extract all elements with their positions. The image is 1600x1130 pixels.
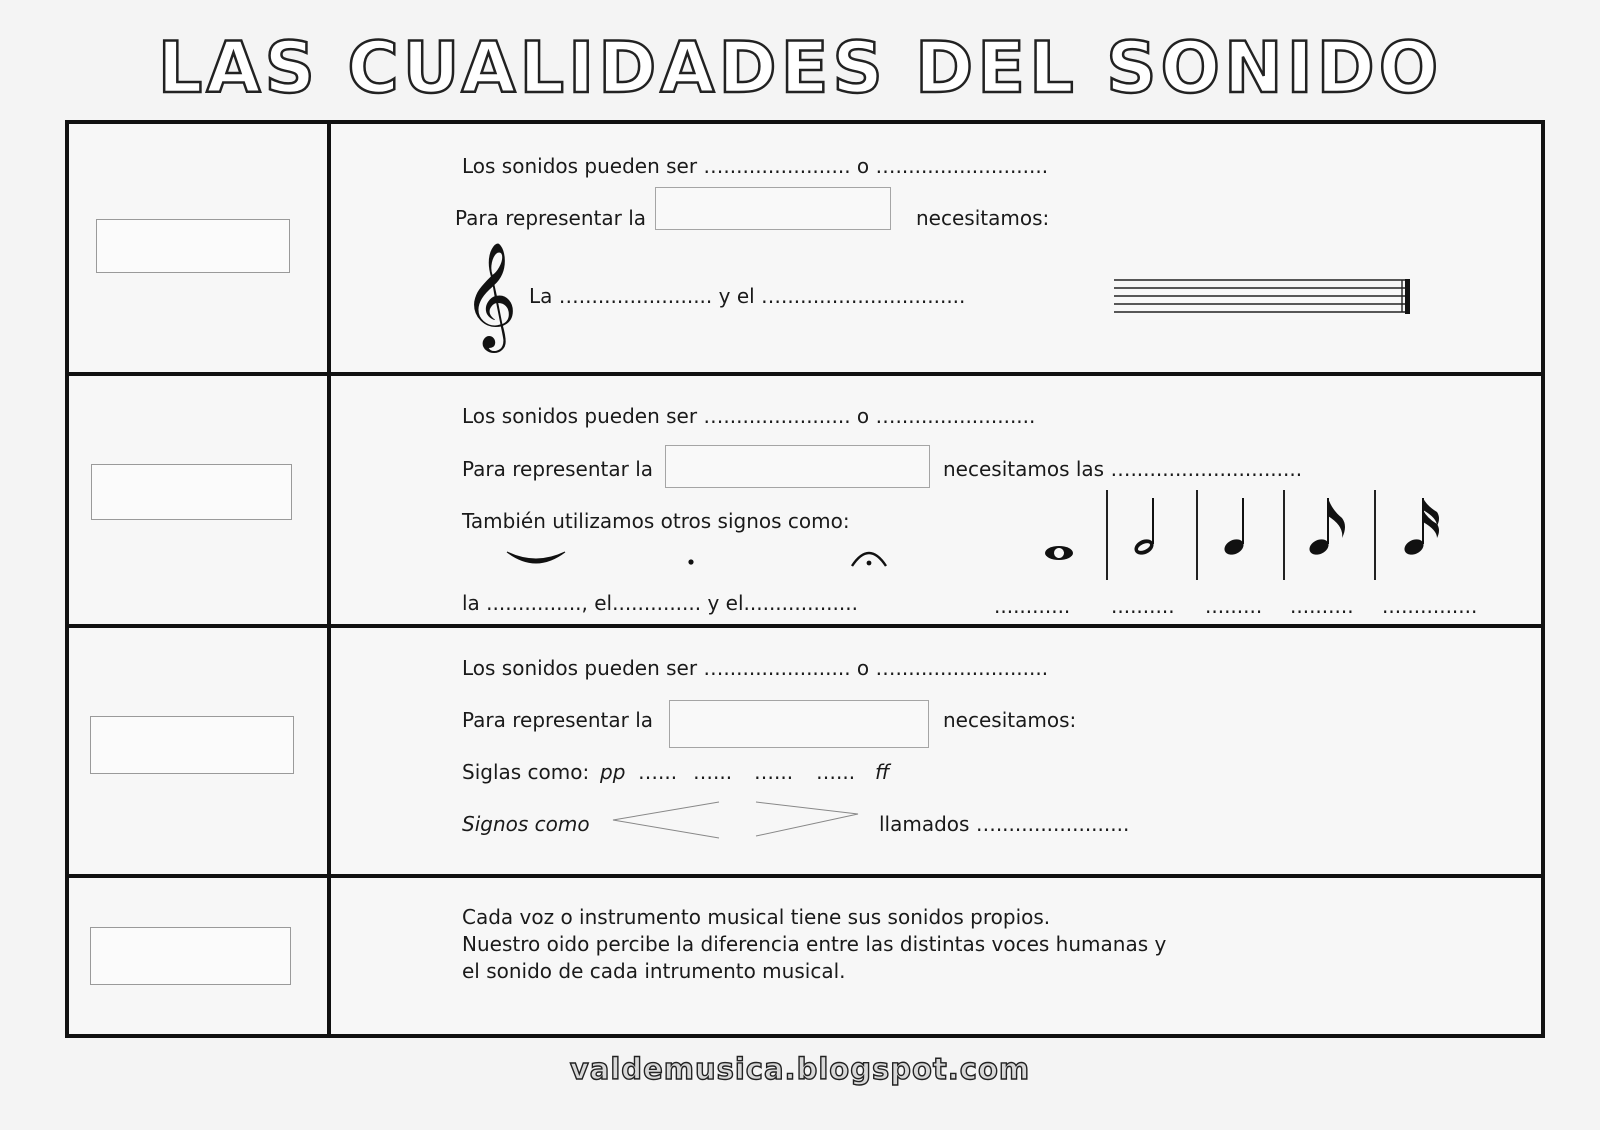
crescendo-hairpin-icon	[609, 800, 729, 840]
row1-line2-suffix: necesitamos:	[916, 206, 1050, 230]
row1-blank-box[interactable]	[655, 187, 891, 230]
row1-line1: Los sonidos pueden ser ….................... o …........................	[462, 154, 1049, 178]
quality-answer-box-2[interactable]	[91, 464, 292, 520]
column-divider	[327, 124, 331, 1034]
staccato-dot-icon	[685, 556, 697, 568]
row3-line2-prefix: Para representar la	[462, 708, 654, 732]
footer-url: valdemusica.blogspot.com	[569, 1052, 1031, 1086]
row1-line3: La …..................... y el ….............................	[529, 284, 966, 308]
page-title: LAS CUALIDADES DEL SONIDO	[157, 27, 1443, 109]
note-blank-1: ............	[994, 594, 1071, 618]
siglas-label: Siglas como:	[462, 760, 590, 784]
quality-answer-box-4[interactable]	[90, 927, 291, 985]
sixteenth-note-icon	[1399, 494, 1449, 558]
row3-line2-suffix: necesitamos:	[943, 708, 1077, 732]
note-blank-3: .........	[1205, 594, 1263, 618]
tie-icon	[501, 544, 571, 574]
row4-line1: Cada voz o instrumento musical tiene sus sonidos propios.	[462, 905, 1051, 929]
row1-line2-prefix: Para representar la	[455, 206, 647, 230]
row2-line3: También utilizamos otros signos como:	[462, 509, 850, 533]
row3-blank-box[interactable]	[669, 700, 929, 748]
note-separator	[1374, 490, 1376, 580]
siglas-blank-4: …...	[816, 760, 856, 784]
quality-answer-box-3[interactable]	[90, 716, 294, 774]
row-separator	[69, 372, 1541, 376]
row3-line1: Los sonidos pueden ser ….................... o …........................	[462, 656, 1049, 680]
row2-line2-prefix: Para representar la	[462, 457, 654, 481]
row-separator	[69, 624, 1541, 628]
note-separator	[1283, 490, 1285, 580]
row2-line2-suffix: necesitamos las …...........................	[943, 457, 1303, 481]
fermata-icon	[847, 544, 891, 570]
half-note-icon	[1129, 494, 1169, 558]
siglas-blank-3: …...	[754, 760, 794, 784]
whole-note-icon	[1039, 542, 1079, 564]
svg-text:𝄞: 𝄞	[463, 241, 518, 348]
quarter-note-icon	[1219, 494, 1259, 558]
signos-label: Signos como	[462, 812, 590, 836]
quality-answer-box-1[interactable]	[96, 219, 290, 273]
decrescendo-hairpin-icon	[752, 800, 864, 840]
note-separator	[1106, 490, 1108, 580]
row2-blank-box[interactable]	[665, 445, 930, 488]
note-blank-5: ...............	[1382, 594, 1478, 618]
eighth-note-icon	[1304, 494, 1354, 558]
treble-clef-icon	[461, 238, 518, 348]
worksheet-table	[65, 120, 1545, 1038]
note-blank-4: ..........	[1290, 594, 1354, 618]
row-separator	[69, 874, 1541, 878]
siglas-blank-2: …...	[693, 760, 733, 784]
row2-line1: Los sonidos pueden ser ….................... o …......................	[462, 404, 1036, 428]
siglas-ff: ff	[875, 760, 890, 784]
row4-line2: Nuestro oido percibe la diferencia entre las distintas voces humanas y	[462, 932, 1167, 956]
siglas-blank-1: …...	[638, 760, 678, 784]
row4-line3: el sonido de cada intrumento musical.	[462, 959, 846, 983]
note-separator	[1196, 490, 1198, 580]
staff-icon	[1109, 274, 1415, 320]
note-blank-2: ..........	[1111, 594, 1175, 618]
row4-paragraph	[462, 904, 1166, 985]
siglas-pp: pp	[600, 760, 626, 784]
row2-line4: la ..............., el.............. y el..................	[462, 591, 858, 615]
llamados-text: llamados ….....................	[879, 812, 1130, 836]
